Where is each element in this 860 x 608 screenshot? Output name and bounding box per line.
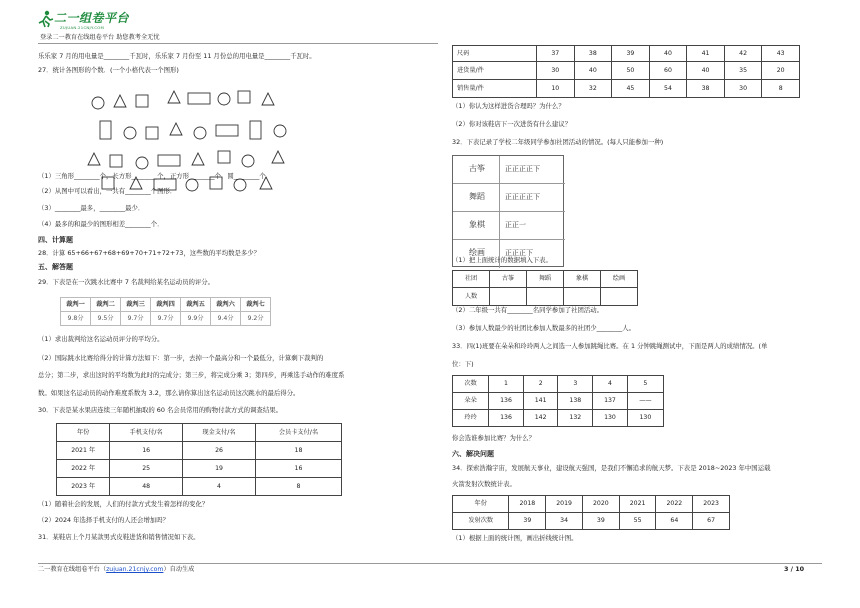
question-30-1: （1）随着社会的发展，人们的付款方式发生着怎样的变化？ [38,500,209,508]
question-29-2-cont: 数。如果这名运动员的动作难度系数为 3.2，那么请你算出这名运动员这次跳水的最后得分。 [38,389,300,397]
circle-shape [274,125,286,137]
table-cell: 9.7分 [151,312,181,326]
club-count-table [452,270,638,306]
table-cell: 2021 年 [57,442,110,460]
table-cell: 30 [724,80,762,98]
table-cell: 19 [183,460,256,478]
logo-subtext: ZUJUAN.21CNJY.COM [60,25,105,30]
circle-shape [92,97,104,109]
table-cell: 2022 [656,496,693,513]
judges-score-table [60,297,271,326]
tally-marks: 正正正正下 [505,193,540,201]
question-29-2-cont: 总分；第二步，求出这时的平均数为此时的完成分；第三步，将完成分乘 3；第四步，再乘选手动作的难度系 [38,371,345,379]
table-header: 手机支付/名 [110,424,183,442]
question-30: 30．下表是某水果店连续三年随机抽取的 60 名会员常用的购物付款方式的调查结果。 [38,406,282,414]
circle-shape [136,157,148,169]
footer-link[interactable]: zujuan.21cnjy.com [106,566,164,573]
triangle-shape [192,153,204,165]
footer-prefix: 二一教育在线组卷平台（ [38,566,107,573]
header-divider [38,43,438,44]
table-header: 玲玲 [453,410,489,427]
table-cell: 9.4分 [211,312,241,326]
header-slogan: 登录二一教育在线组卷平台 助您教考全无忧 [40,34,160,41]
question-30-2: （2）2024 年选择手机支付的人还会增加吗？ [38,516,170,524]
question-29: 29．下表是在一次跳水比赛中 7 名裁判给某名运动员的评分。 [38,278,215,286]
tally-club-name: 象棋 [469,220,485,229]
table-header: 舞蹈 [527,271,564,288]
table-cell: 2023 [693,496,730,513]
question-29-2: （2）国际跳水比赛给得分的计算方法如下：第一步，去掉一个最高分和一个最低分，计算剩下裁判的 [38,354,324,362]
table-header: 年份 [57,424,110,442]
tally-chart [452,155,564,267]
question-27: 27．统计各图形的个数．(一个小格代表一个图形) [38,66,179,74]
table-cell: 裁判二 [91,298,121,312]
question-32-1: （1）把上面统计的数据填入下表。 [452,256,552,264]
question-27-2: （2）从图中可以看出，一共有________个图形． [38,187,177,195]
table-cell: 30 [537,62,575,80]
table-cell: 39 [509,513,546,530]
triangle-shape [88,153,100,165]
table-cell: 136 [489,393,524,410]
circle-shape [194,127,206,139]
question-31: 31．某鞋店上个月某款男式皮鞋进货和销售情况如下表。 [38,533,200,541]
tally-club-name: 古筝 [469,164,485,173]
table-cell: 41 [687,46,725,62]
answer-cell[interactable] [564,288,601,306]
question-34-1: （1）根据上面的统计图，画出折线统计图。 [452,534,578,542]
table-header: 朵朵 [453,393,489,410]
table-cell: 2023 年 [57,478,110,496]
question-33-cont: 位：下) [452,360,474,368]
question-27-4: （4）最多的和最少的图形相差________个． [38,220,164,228]
table-cell: 10 [537,80,575,98]
table-cell: 裁判七 [241,298,271,312]
square-shape [146,127,158,139]
rope-skipping-table [452,375,664,427]
table-header: 现金支付/名 [183,424,256,442]
rectangle-shape [100,121,111,139]
section-heading: 五、解答题 [38,263,73,271]
rectangle-shape [158,155,180,166]
payment-table [56,423,342,496]
table-cell: 9.5分 [91,312,121,326]
page-footer [38,566,194,573]
triangle-shape [168,91,180,103]
tally-row [453,156,565,184]
table-cell: 37 [537,46,575,62]
shoe-sales-table [452,45,800,98]
table-cell: 137 [593,393,628,410]
triangle-shape [262,93,274,105]
table-cell: 141 [523,393,558,410]
tally-row [453,212,565,240]
table-cell: 39 [582,513,619,530]
table-cell: 42 [724,46,762,62]
table-cell: 20 [762,62,800,80]
section-heading: 六、解决问题 [452,450,494,458]
footer-suffix: ）自动生成 [163,566,195,573]
table-cell: 130 [593,410,628,427]
square-shape [218,151,230,163]
table-cell: 45 [612,80,650,98]
table-cell: 138 [558,393,593,410]
table-cell: 裁判三 [121,298,151,312]
table-header: 人数 [453,288,490,306]
table-cell: 4 [593,376,628,393]
table-cell: 16 [110,442,183,460]
table-cell: 40 [649,46,687,62]
table-cell: 136 [489,410,524,427]
table-cell: 60 [649,62,687,80]
tally-row [453,184,565,212]
table-cell: 9.8分 [61,312,91,326]
circle-shape [186,179,198,191]
table-cell: 67 [693,513,730,530]
page-number: 3 / 10 [784,565,805,573]
table-cell: 142 [523,410,558,427]
question-31-2: （2）你对该鞋店下一次进货有什么建议？ [452,120,572,128]
table-header: 次数 [453,376,489,393]
rectangle-shape [188,93,210,104]
table-cell: 40 [574,62,612,80]
table-cell: 8 [762,80,800,98]
table-cell: 64 [656,513,693,530]
table-cell: 裁判一 [61,298,91,312]
logo-text: 二一组卷平台 [54,11,130,25]
triangle-shape [170,123,182,135]
table-cell: 32 [574,80,612,98]
question-32-3: （3）参加人数最少的社团比参加人数最多的社团少________人。 [452,324,636,332]
square-shape [238,91,250,103]
table-cell: 2022 年 [57,460,110,478]
question-27-3: （3）________最多，________最少． [38,204,145,212]
table-header: 社团 [453,271,490,288]
table-cell: 39 [612,46,650,62]
rectangle-shape [250,121,261,139]
table-cell: 130 [627,410,663,427]
table-cell: 25 [110,460,183,478]
table-cell: 38 [574,46,612,62]
table-cell: 5 [627,376,663,393]
question-33-ask: 你会选谁参加比赛？为什么？ [452,434,536,442]
section-heading: 四、计算题 [38,236,73,244]
question-28: 28．计算 65+66+67+68+69+70+71+72+73，这些数的平均数是多少？ [38,249,261,257]
table-header: 年份 [453,496,509,513]
question-33: 33．四(1)班要在朵朵和玲玲两人之间选一人参加跳绳比赛。在 1 分钟跳绳测试中，下面是两人的成绩情况。(单 [452,342,768,350]
triangle-shape [114,95,126,107]
table-header: 尺码 [453,46,537,62]
table-cell: 2019 [546,496,583,513]
footer-divider [38,563,822,564]
table-cell: 38 [687,80,725,98]
table-cell: 9.7分 [121,312,151,326]
tally-marks: 正正正正下 [505,165,540,173]
table-cell: 9.9分 [181,312,211,326]
table-cell: 43 [762,46,800,62]
table-header: 发射次数 [453,513,509,530]
table-cell: 26 [183,442,256,460]
table-header: 绘画 [601,271,638,288]
tally-club-name: 绘画 [469,248,485,257]
answer-cell[interactable] [490,288,527,306]
rectangle-shape [216,125,238,136]
table-cell: —— [627,393,663,410]
table-cell: 18 [255,442,341,460]
answer-cell[interactable] [527,288,564,306]
table-cell: 2020 [582,496,619,513]
question-31-1: （1）你认为这样进货合理吗？为什么？ [452,102,565,110]
table-cell: 3 [558,376,593,393]
table-cell: 40 [687,62,725,80]
square-shape [136,95,148,107]
tally-marks: 正正正下 [505,249,533,257]
circle-shape [218,93,230,105]
table-cell: 裁判六 [211,298,241,312]
table-cell: 48 [110,478,183,496]
answer-cell[interactable] [601,288,638,306]
question-32-2: （2）二年级一共有________名同学参加了社团活动。 [452,306,604,314]
table-header: 进货量/件 [453,62,537,80]
table-cell: 8 [255,478,341,496]
rocket-launch-table [452,495,730,530]
table-cell: 裁判四 [151,298,181,312]
circle-shape [242,155,254,167]
table-header: 象棋 [564,271,601,288]
table-cell: 50 [612,62,650,80]
question-27-1: （1）三角形________个，长方形________个，正方形________个，圆________个． [38,172,273,180]
tally-club-name: 舞蹈 [469,192,485,201]
square-shape [110,155,122,167]
runner-logo-icon [38,10,54,28]
table-cell: 2 [523,376,558,393]
question-32: 32．下表记录了学校二年级同学参加社团活动的情况。(每人只能参加一种) [452,138,664,146]
triangle-shape [272,151,284,163]
table-header: 销售量/件 [453,80,537,98]
page-header [38,8,438,44]
table-cell: 9.2分 [241,312,271,326]
table-cell: 4 [183,478,256,496]
table-cell: 34 [546,513,583,530]
table-cell: 16 [255,460,341,478]
table-cell: 2021 [619,496,656,513]
shapes-figure [80,81,300,199]
table-header: 古筝 [490,271,527,288]
table-cell: 2018 [509,496,546,513]
circle-shape [234,179,246,191]
tally-marks: 正正一 [505,221,526,229]
table-cell: 1 [489,376,524,393]
text-line: 乐乐家 7 月的用电量是________千瓦时，乐乐家 7 月份至 11 月份总的用电量是________千瓦时。 [38,52,316,60]
question-29-1: （1）求出裁判给这名运动员评分的平均分。 [38,335,164,343]
table-cell: 132 [558,410,593,427]
circle-shape [124,127,136,139]
table-cell: 55 [619,513,656,530]
table-cell: 35 [724,62,762,80]
question-34: 34．探索浩瀚宇宙，发展航天事业，建设航天强国，是我们不懈追求的航天梦。下表是 2018~2023 年中国运载 [452,464,771,472]
table-header: 会员卡支付/名 [255,424,341,442]
table-cell: 裁判五 [181,298,211,312]
table-cell: 54 [649,80,687,98]
question-34-cont: 火箭发射次数统计表。 [452,480,516,488]
